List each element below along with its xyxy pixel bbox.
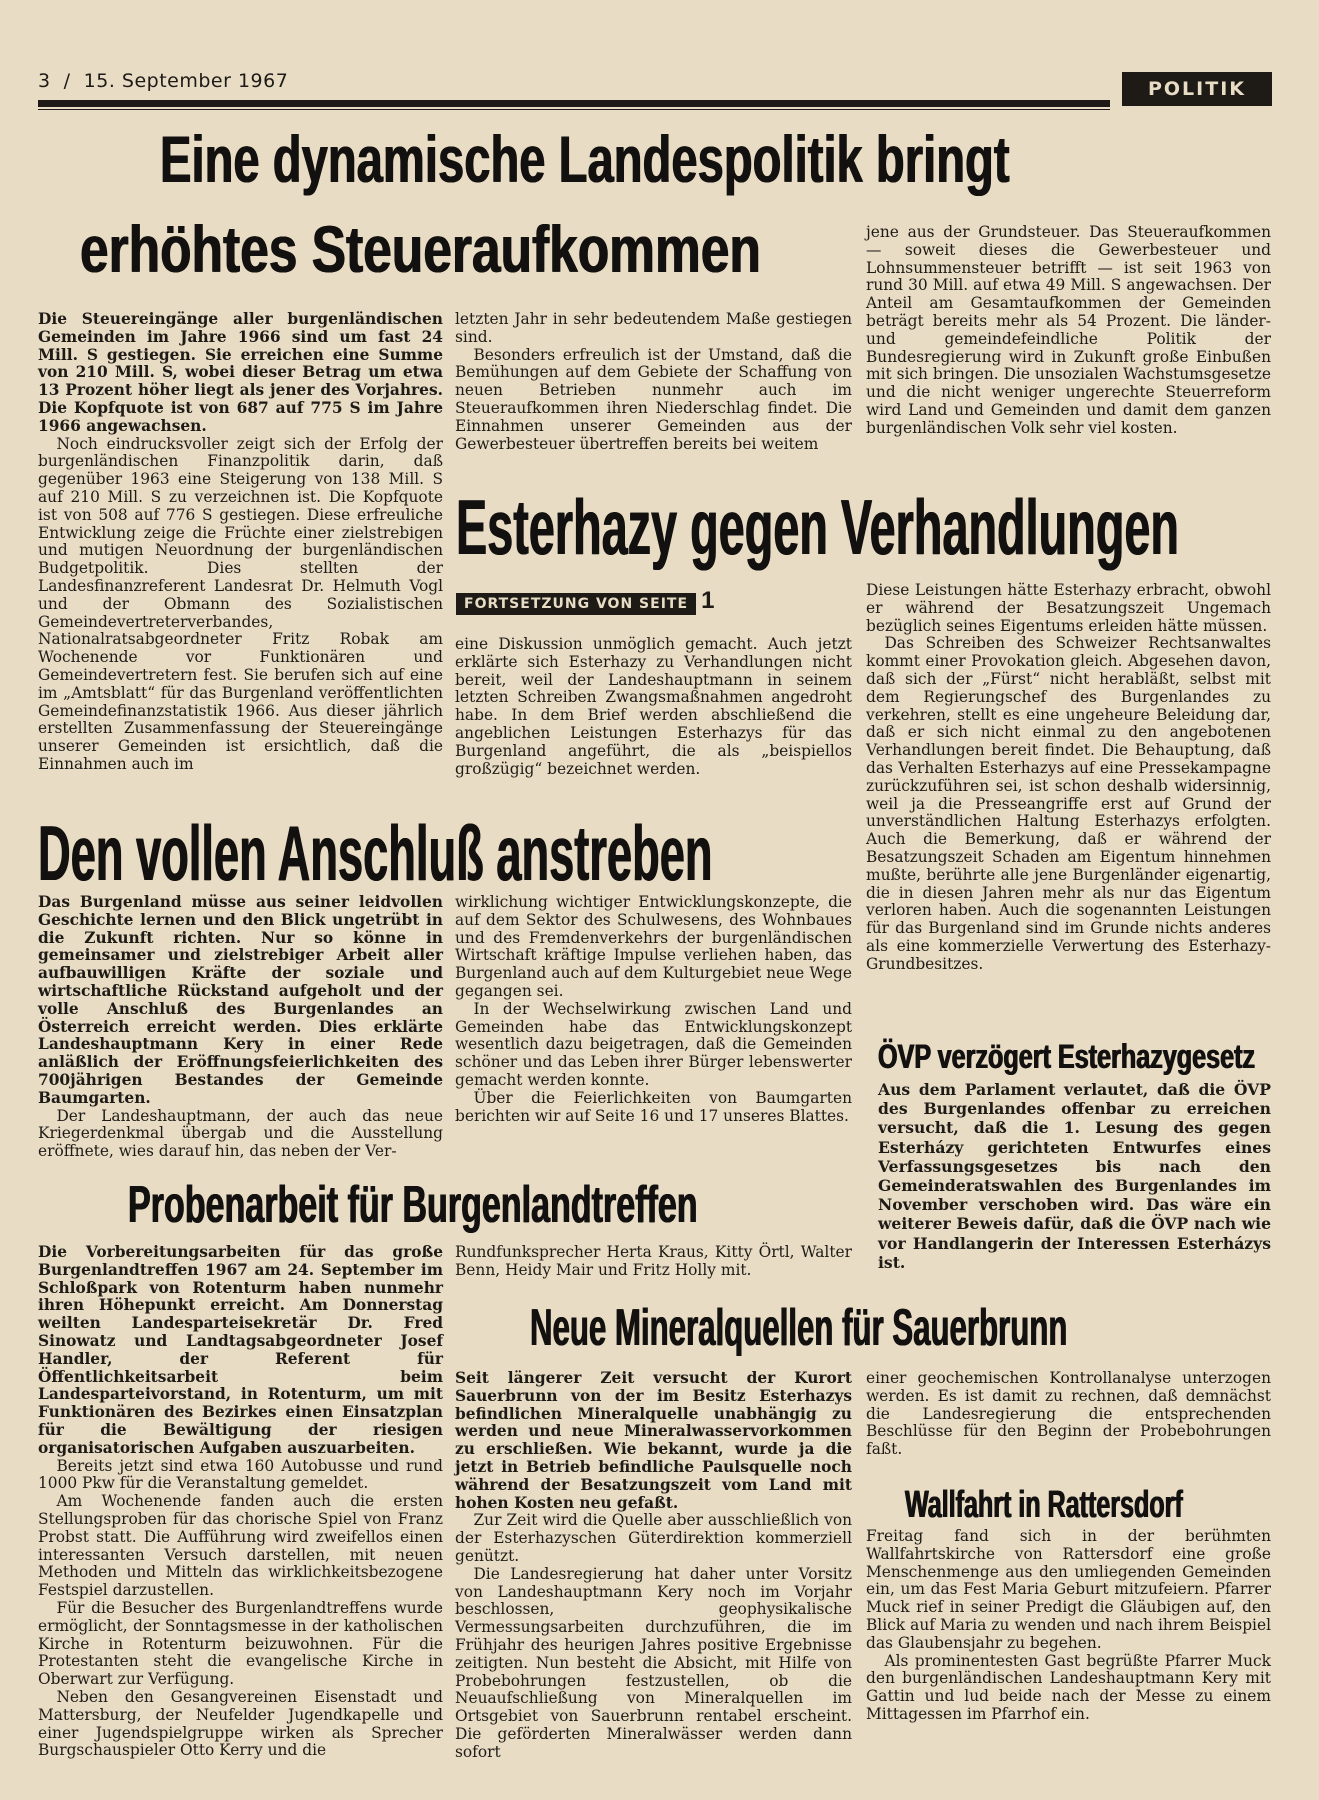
section-label: POLITIK [1122, 72, 1272, 106]
headline-wallfahrt: Wallfahrt in Rattersdorf [905, 1484, 1183, 1526]
headline-oevp: ÖVP verzögert Esterhazygesetz [878, 1038, 1256, 1076]
headline-esterhazy: Esterhazy gegen Verhandlungen [456, 483, 1179, 571]
article-esterhazy-col3 [866, 582, 1271, 974]
article-steuer-c3p1: jene aus der Grundsteuer. Das Steueraufkommen — soweit dieses die Gewerbesteuer und Lohnsummensteuer betrifft — ist seit 1963 von rund 30 Mill. auf etwa 49 Mill. S angewachsen. Der Anteil am Gesamtaufkommen der Gemeinden beträgt bereits mehr als 54 Prozent. Die länder- und gemeindefeindliche Politik der Bundesregierung wird in Zukunft große Einbußen mit sich bringen. Die unsozialen Wachstumsgesetze und die nicht weniger ungerechte Steuerreform wird Land und Gemeinden und damit dem ganzen burgenländischen Volk sehr viel kosten. [866, 223, 1271, 437]
article-esterhazy-col2 [455, 636, 852, 778]
article-anschluss-c2p2: In der Wechselwirkung zwischen Land und Gemeinden habe das Entwicklungskonzept wesentlich dazu beigetragen, daß die Gemeinden schöner und das Leben ihrer Bürger lebenswerter gemacht werden konnte. [455, 999, 852, 1089]
article-esterhazy-c3p1: Diese Leistungen hätte Esterhazy erbracht, obwohl er während der Besatzungszeit Ungemach bezüglich seines Eigentums erleiden hätte müssen. [866, 581, 1271, 635]
continuation-page: 1 [701, 587, 715, 614]
article-probenarbeit-lead: Die Vorbereitungsarbeiten für das große Burgenlandtreffen 1967 am 24. September im Schloßpark von Rotenturm haben nunmehr ihren Höhepunkt erreicht. Am Donnerstag weilten Landesparteisekretär Dr. Fred Sinowatz und Landtagsabgeordneter Josef Handler, der Referent für Öffentlichkeitsarbeit beim Landesparteivorstand, in Rotenturm, um mit Funktionären des Bezirkes einen Einsatzplan für die Bewältigung der riesigen organisatorischen Aufgaben auszuarbeiten. [38, 1243, 443, 1457]
article-steuer-col1 [38, 311, 443, 774]
headline-steuer-1: Eine dynamische Landespolitik bringt [160, 122, 1010, 196]
headline-steuer-2: erhöhtes Steueraufkommen [80, 212, 761, 286]
article-steuer-col2 [455, 311, 852, 453]
article-steuer-col3 [866, 224, 1271, 438]
article-steuer-p1: Noch eindrucksvoller zeigt sich der Erfolg der burgenländischen Finanzpolitik darin, daß gegenüber 1963 eine Steigerung von 138 Mill. S auf 210 Mill. S zu verzeichnen ist. Die Kopfquote ist von 508 auf 776 S gestiegen. Diese erfreuliche Entwicklung zeige die Früchte einer zielstrebigen und mutigen Neuordnung der burgenländischen Budgetpolitik. Dies stellten der Landesfinanzreferent Landesrat Dr. Helmuth Vogl und der Obmann des Sozialistischen Gemeindevertreterverbandes, Nationalratsabgeordneter Fritz Robak am Wochenende vor Funktionären und Gemeindevertretern fest. Sie berufen sich auf eine im „Amtsblatt“ für das Burgenland veröffentlichten Gemeindefinanzstatistik 1966. Aus dieser jährlich erstellten Zusammenfassung der Steuereingänge unserer Gemeinden ist ersichtlich, daß die Einnahmen auch im [38, 434, 443, 773]
article-steuer-c2p2: Besonders erfreulich ist der Umstand, daß die Bemühungen auf dem Gebiete der Schaffung von neuen Betrieben nunmehr auch im Steueraufkommen ihren Niederschlag findet. Die Einnahmen unserer Gemeinden aus der Gewerbesteuer übertreffen bereits bei weitem [455, 345, 852, 453]
header-rule-thin [38, 109, 1110, 110]
article-probenarbeit-p4: Neben den Gesangvereinen Eisenstadt und Mattersburg, der Neufelder Jugendkapelle und einer Jugendspielgruppe wirken als Sprecher Burgschauspieler Otto Kerry und die [38, 1687, 443, 1760]
article-oevp-body: Aus dem Parlament verlautet, daß die ÖVP des Burgenlandes offenbar zu erreichen versucht, daß die 1. Lesung des gegen Esterházy gerichteten Entwurfes eines Verfassungsgesetzes bis nach den Gemeinderatswahlen des Burgenlandes im November verschoben wird. Das wäre ein weiterer Beweis dafür, daß die ÖVP nach wie vor Handlangerin der Interessen Esterházys ist. [878, 1080, 1271, 1272]
article-wallfahrt-col3 [866, 1528, 1271, 1724]
article-esterhazy-c3p2: Das Schreiben des Schweizer Rechtsanwaltes kommt einer Provokation gleich. Abgesehen davon, daß sich der „Fürst“ nicht herabläßt, selbst mit dem Regierungschef des Burgenlandes zu verkehren, stellt es eine ungeheure Beleidung dar, daß er sich nicht einmal zu den angebotenen Verhandlungen bereit findet. Die Behauptung, daß das Verhalten Esterhazys auf eine Pressekampagne zurückzuführen sei, ist schon deshalb widersinnig, weil ja die Presseangriffe erst auf Grund der unverständlichen Haltung Esterhazys erfolgten. Auch die Bemerkung, daß er während der Besatzungszeit Schaden am Eigentum hinnehmen mußte, berührte alle jene Burgenländer eigenartig, die in diesen Jahren mehr als nur das Eigentum verloren haben. Auch die sogenannten Leistungen für das Burgenland sind im Grunde nichts anderes als eine kommerzielle Verwertung des Esterhazy-Grundbesitzes. [866, 634, 1271, 973]
article-anschluss-c2p3: Über die Feierlichkeiten von Baumgarten berichten wir auf Seite 16 und 17 unseres Blattes. [455, 1088, 852, 1125]
article-anschluss-col1 [38, 894, 443, 1161]
article-steuer-lead: Die Steuereingänge aller burgenländischen Gemeinden im Jahre 1966 sind um fast 24 Mill. S gestiegen. Sie erreichen eine Summe von 210 Mill. S, wobei dieser Betrag um etwa 13 Prozent höher liegt als jener des Vorjahres. Die Kopfquote ist von 687 auf 775 S im Jahre 1966 angewachsen. [38, 310, 443, 435]
article-probenarbeit-p2: Am Wochenende fanden auch die ersten Stellungsproben für das chorische Spiel von Franz Probst statt. Die Aufführung wird zweifellos einen interessanten Versuch darstellen, mit neuen Methoden und Mitteln das wirklichkeitsbezogene Festspiel darzustellen. [38, 1492, 443, 1600]
headline-mineral: Neue Mineralquellen für Sauerbrunn [530, 1299, 1068, 1357]
page-date: 3 / 15. September 1967 [38, 70, 289, 92]
article-anschluss-lead: Das Burgenland müsse aus seiner leidvollen Geschichte lernen und den Blick ungetrübt in die Zukunft richten. Nur so könne in gemeinsamer und zielstrebiger Arbeit aller aufbauwilligen Kräfte der soziale und wirtschaftliche Rückstand aufgeholt und der volle Anschluß des Burgenlandes an Österreich erreicht werden. Dies erklärte Landeshauptmann Kery in einer Rede anläßlich der Eröffnungsfeierlichkeiten des 700jährigen Bestandes der Gemeinde Baumgarten. [38, 893, 443, 1107]
article-mineral-lead: Seit längerer Zeit versucht der Kurort Sauerbrunn von der im Besitz Esterhazys befindlichen Mineralquelle unabhängig zu werden und neue Mineralwasservorkommen zu erschließen. Wie bekannt, wurde ja die jetzt in Betrieb befindliche Paulsquelle noch während der Besatzungszeit vom Land mit hohen Kosten neu gefaßt. [455, 1369, 852, 1512]
article-probenarbeit-p1: Bereits jetzt sind etwa 160 Autobusse und rund 1000 Pkw für die Veranstaltung gemeldet. [38, 1456, 443, 1493]
article-mineral-col3 [866, 1370, 1271, 1459]
article-mineral-p1: Zur Zeit wird die Quelle aber ausschließlich von der Esterhazyschen Güterdirektion kommerziell genützt. [455, 1511, 852, 1565]
article-esterhazy-c2p1: eine Diskussion unmöglich gemacht. Auch jetzt erklärte sich Esterhazy zu Verhandlungen nicht bereit, weil der Landeshauptmann in seinem letzten Schreiben Zwangsmaßnahmen angedroht habe. In dem Brief werden abschließend die angeblichen Leistungen Esterhazys für das Burgenland angeführt, die als „beispiellos großzügig“ bezeichnet werden. [455, 635, 852, 778]
article-anschluss-p1: Der Landeshauptmann, der auch das neue Kriegerdenkmal übergab und die Ausstellung eröffnete, wies darauf hin, das neben der Ver- [38, 1106, 443, 1161]
headline-anschluss: Den vollen Anschluß anstreben [38, 809, 713, 897]
article-anschluss-col2 [455, 894, 852, 1125]
article-wallfahrt-p1: Freitag fand sich in der berühmten Wallfahrtskirche von Rattersdorf eine große Menschenmenge aus den umliegenden Gemeinden ein, um das Fest Maria Geburt mitzufeiern. Pfarrer Muck rief in seiner Predigt die Gläubigen auf, den Blick auf Maria zu wenden und nach ihrem Beispiel das Glaubensjahr zu begehen. [866, 1527, 1271, 1652]
article-probenarbeit-p3: Für die Besucher des Burgenlandtreffens wurde ermöglicht, der Sonntagsmesse in der katholischen Kirche in Rotenturm beizuwohnen. Für die Protestanten steht die evangelische Kirche in Oberwart zur Verfügung. [38, 1598, 443, 1689]
continuation-label: FORTSETZUNG VON SEITE [456, 593, 696, 615]
headline-probenarbeit: Probenarbeit für Burgenlandtreffen [128, 1176, 698, 1234]
article-probenarbeit-col2 [455, 1244, 852, 1280]
article-mineral-c3p1: einer geochemischen Kontrollanalyse unterzogen werden. Es ist damit zu rechnen, daß demnächst die Landesregierung die entsprechenden Beschlüsse für den Beginn der Probebohrungen faßt. [866, 1369, 1271, 1459]
article-wallfahrt-p2: Als prominentesten Gast begrüßte Pfarrer Muck den burgenländischen Landeshauptmann Kery mit Gattin und lud beide nach der Messe zu einem Mittagessen im Pfarrhof ein. [866, 1651, 1271, 1723]
article-mineral-col2 [455, 1370, 852, 1762]
header-rule [38, 100, 1110, 107]
continuation-marker [456, 587, 714, 615]
article-probenarbeit-col1 [38, 1244, 443, 1760]
article-mineral-p2: Die Landesregierung hat daher unter Vorsitz von Landeshauptmann Kery noch im Vorjahr beschlossen, geophysikalische Vermessungsarbeiten durchzuführen, die im Frühjahr des heurigen Jahres positive Ergebnisse zeitigten. Nun besteht die Absicht, mit Hilfe von Probebohrungen festzustellen, ob die Neuaufschließung von Mineralquellen im Ortsgebiet von Sauerbrunn rentabel erscheint. Die geförderten Mineralwässer werden dann sofort [455, 1564, 852, 1761]
article-probenarbeit-c2p1: Rundfunksprecher Herta Kraus, Kitty Örtl, Walter Benn, Heidy Mair und Fritz Holly mit. [455, 1243, 852, 1279]
article-anschluss-c2p1: wirklichung wichtiger Entwicklungskonzepte, die auf dem Sektor des Schulwesens, des Wohnbaues und des Fremdenverkehrs der burgenländischen Wirtschaft kräftige Impulse verliehen haben, das Burgenland auch auf dem Kulturgebiet neue Wege gegangen sei. [455, 893, 852, 1000]
article-steuer-c2p1: letzten Jahr in sehr bedeutendem Maße gestiegen sind. [455, 310, 852, 346]
